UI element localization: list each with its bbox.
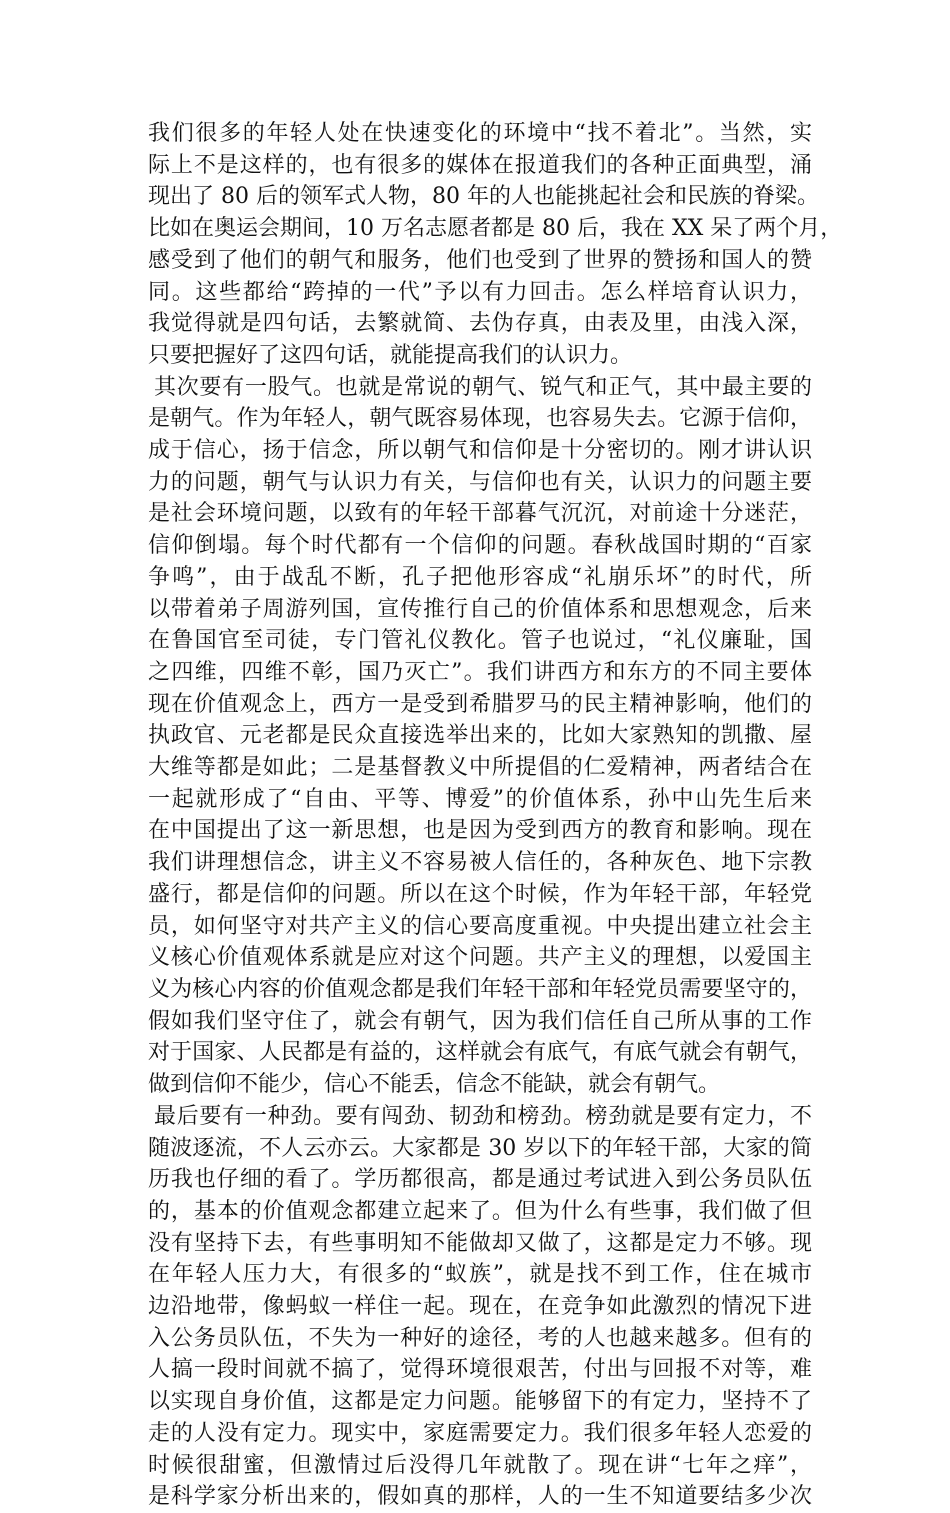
- text-line: 员，如何坚守对共产主义的信心要高度重视。中央提出建立社会主: [148, 913, 812, 939]
- text-line: 入公务员队伍，不失为一种好的途径，考的人也越来越多。但有的: [148, 1325, 812, 1351]
- text-line: 是社会环境问题，以致有的年轻干部暮气沉沉，对前途十分迷茫，: [148, 501, 812, 527]
- text-line: 在鲁国官至司徒，专门管礼仪教化。管子也说过，“礼仪廉耻，国: [148, 628, 812, 654]
- text-line: 没有坚持下去，有些事明知不能做却又做了，这都是定力不够。现: [148, 1230, 812, 1256]
- text-line: 大维等都是如此；二是基督教义中所提倡的仁爱精神，两者结合在: [148, 755, 812, 781]
- text-line: 现在价值观念上，西方一是受到希腊罗马的民主精神影响，他们的: [148, 691, 812, 717]
- text-line: 历我也仔细的看了。学历都很高，都是通过考试进入到公务员队伍: [148, 1167, 812, 1193]
- text-line: 我觉得就是四句话，去繁就简、去伪存真，由表及里，由浅入深，: [148, 311, 812, 337]
- text-line: 成于信心，扬于信念，所以朝气和信仰是十分密切的。刚才讲认识: [148, 438, 812, 464]
- text-line: 盛行，都是信仰的问题。所以在这个时候，作为年轻干部，年轻党: [148, 881, 812, 907]
- text-line: 做到信仰不能少，信心不能丢，信念不能缺，就会有朝气。: [148, 1072, 721, 1098]
- text-line: 争鸣”，由于战乱不断，孔子把他形容成“礼崩乐坏”的时代，所: [148, 564, 812, 590]
- text-line: 走的人没有定力。现实中，家庭需要定力。我们很多年轻人恋爱的: [148, 1420, 812, 1446]
- text-line: 力的问题，朝气与认识力有关，与信仰也有关，认识力的问题主要: [148, 469, 812, 495]
- document-page: [148, 118, 843, 1510]
- text-line: 只要把握好了这四句话，就能提高我们的认识力。: [148, 342, 633, 368]
- text-line: 义为核心内容的价值观念都是我们年轻干部和年轻党员需要坚守的，: [148, 976, 812, 1002]
- text-line: 我们很多的年轻人处在快速变化的环境中“找不着北”。当然，实: [148, 121, 812, 146]
- text-line: 是科学家分析出来的，假如真的那样，人的一生不知道要结多少次: [148, 1484, 812, 1510]
- text-line: 假如我们坚守住了，就会有朝气，因为我们信任自己所从事的工作: [148, 1008, 812, 1034]
- paragraph-start-line: 最后要有一种劲。要有闯劲、韧劲和榜劲。榜劲就是要有定力，不: [154, 1103, 812, 1129]
- text-line: 对于国家、人民都是有益的，这样就会有底气，有底气就会有朝气，: [148, 1040, 812, 1066]
- text-line: 随波逐流，不人云亦云。大家都是 30 岁以下的年轻干部，大家的简: [148, 1135, 812, 1161]
- text-line: 的，基本的价值观念都建立起来了。但为什么有些事，我们做了但: [148, 1198, 812, 1224]
- text-line: 信仰倒塌。每个时代都有一个信仰的问题。春秋战国时期的“百家: [148, 533, 812, 559]
- text-line: 在中国提出了这一新思想，也是因为受到西方的教育和影响。现在: [148, 818, 812, 844]
- paragraph-start-line: 其次要有一股气。也就是常说的朝气、锐气和正气，其中最主要的: [154, 374, 812, 400]
- text-line: 人搞一段时间就不搞了，觉得环境很艰苦，付出与回报不对等，难: [148, 1357, 812, 1383]
- text-line: 义核心价值观体系就是应对这个问题。共产主义的理想，以爱国主: [148, 945, 812, 971]
- text-line: 现出了 80 后的领军式人物，80 年的人也能挑起社会和民族的脊梁。: [148, 184, 819, 210]
- text-line: 边沿地带，像蚂蚁一样住一起。现在，在竞争如此激烈的情况下进: [148, 1294, 812, 1320]
- text-line: 之四维，四维不彰，国乃灭亡”。我们讲西方和东方的不同主要体: [148, 659, 812, 685]
- text-line: 我们讲理想信念，讲主义不容易被人信任的，各种灰色、地下宗教: [148, 850, 812, 876]
- text-line: 感受到了他们的朝气和服务，他们也受到了世界的赞扬和国人的赞: [148, 247, 812, 273]
- text-line: 同。这些都给“跨掉的一代”予以有力回击。怎么样培育认识力，: [148, 279, 812, 305]
- text-line: 是朝气。作为年轻人，朝气既容易体现，也容易失去。它源于信仰，: [148, 406, 812, 432]
- text-line: 执政官、元老都是民众直接选举出来的，比如大家熟知的凯撒、屋: [148, 723, 812, 749]
- text-line: 在年轻人压力大，有很多的“蚁族”，就是找不到工作，住在城市: [148, 1262, 812, 1288]
- text-line: 际上不是这样的，也有很多的媒体在报道我们的各种正面典型，涌: [148, 152, 812, 178]
- text-line: 时候很甜蜜，但激情过后没得几年就散了。现在讲“七年之痒”，: [148, 1452, 812, 1478]
- text-line: 比如在奥运会期间，10 万名志愿者都是 80 后，我在 XX 呆了两个月，: [148, 216, 843, 242]
- text-line: 以带着弟子周游列国，宣传推行自己的价值体系和思想观念，后来: [148, 596, 812, 622]
- text-line: 一起就形成了“自由、平等、博爱”的价值体系，孙中山先生后来: [148, 786, 812, 812]
- text-line: 以实现自身价值，这都是定力问题。能够留下的有定力，坚持不了: [148, 1389, 812, 1415]
